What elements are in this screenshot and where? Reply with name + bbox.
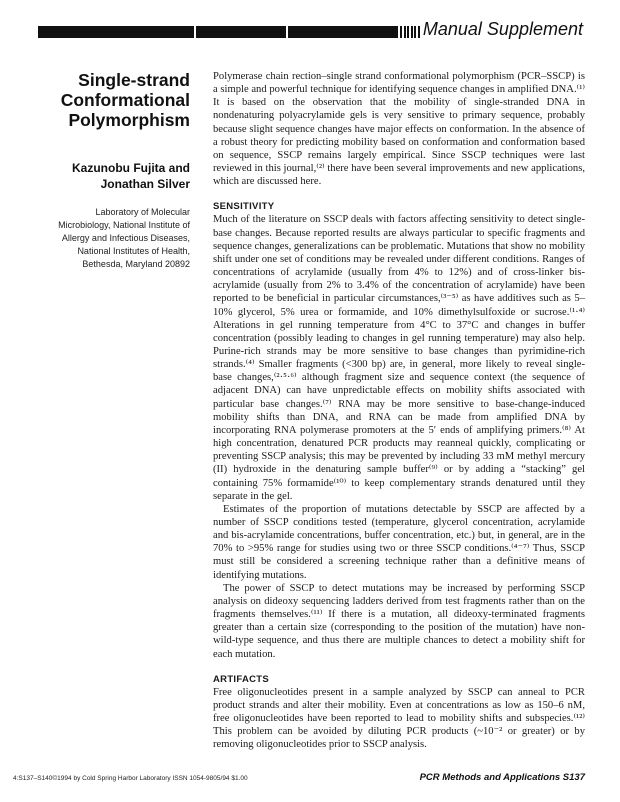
body-paragraph: Free oligonucleotides present in a sample analyzed by SSCP can anneal to PCR product strands and alter their mobility. Even at concentrations as low as 150–6 nM, free oligonucleotides have been reported to lead to mobility shifts and subspecies.⁽¹²⁾ This problem can be avoided by diluting PCR products (~10⁻² or greater) or by removing oligonucleotides prior to SSCP analysis.	[213, 686, 585, 751]
header-black-bar	[38, 26, 398, 38]
copyright-line: 4:S137–S140©1994 by Cold Spring Harbor Laboratory ISSN 1054-9805/94 $1.00	[13, 775, 248, 782]
article-sidebar	[30, 70, 190, 271]
author-line: Kazunobu Fujita and	[72, 161, 190, 175]
affiliation-line: Laboratory of Molecular	[95, 207, 190, 217]
section-label: Manual Supplement	[422, 19, 583, 39]
body-paragraph: Estimates of the proportion of mutations detectable by SSCP are affected by a number of SSCP conditions tested (temperature, glycerol concentration, acrylamide and bis-acrylamide concentrations, buffer concentration, etc.) but, in general, are in the 70% to >95% range for studies using two or three SSCP conditions.⁽⁴⁻⁷⁾ Thus, SSCP must still be considered a screening technique rather than a definitive means of identifying mutations.	[213, 503, 585, 581]
body-paragraph: Much of the literature on SSCP deals with factors affecting sensitivity to detect single-base changes. Because reported results are always particular to specific fragments and sequence changes, generalizations can be problematic. Mutations that show no mobility shift under one set of conditions may be revealed under different conditions. Ranges of concentrations of acrylamide (usually from 4% to 12%) and of cross-linker bis-acrylamide (usually from 2% to 3.4% of the concentration of acrylamide) have been reported to be beneficial in particular circumstances,⁽³⁻⁵⁾ as have additives such as 5–10% glycerol, 5% urea or formamide, and 10% dimethylsulfoxide or sucrose.⁽¹·⁴⁾ Alterations in gel running temperature from 4°C to 37°C and changes in buffer concentration (possibly leading to changes in gel running temperature) may also help. Purine-rich strands may be more sensitive to base changes than pyrimidine-rich strands.⁽⁴⁾ Smaller fragments (<300 bp) are, in general, more likely to reveal single-base changes,⁽²·⁵·⁶⁾ although fragment size and sequence context (the sequence of adjacent DNA) can have unpredictable effects on mobility shifts associated with particular base changes.⁽⁷⁾ RNA may be more sensitive to base-change-induced mobility shifts than DNA, and RNA can be made from amplified DNA by incorporating RNA polymerase promoters at the 5′ ends of amplifying primers.⁽⁸⁾ At high concentration, denatured PCR products may reanneal quickly, complicating or preventing SSCP analysis; this may be prevented by including 33 mM methyl mercury (II) hydroxide in the denaturing sample buffer⁽⁹⁾ or by adding a “stacking” gel containing 75% formamide⁽¹⁰⁾ to keep complementary strands denatured until they separate in the gel.	[213, 214, 585, 502]
header-banner	[38, 19, 583, 40]
affiliation-line: Bethesda, Maryland 20892	[82, 259, 190, 269]
journal-page-number: PCR Methods and Applications S137	[419, 772, 585, 783]
intro-paragraph: Polymerase chain rection–single strand conformational polymorphism (PCR–SSCP) is a simple and powerful technique for identifying sequence changes in amplified DNA.⁽¹⁾ It is based on the observation that the mobility of single-stranded DNA in nondenaturing polyacrylamide gels is very sensitive to primary sequence, probably because slight sequence changes have major effects on conformation. In the absence of a robust theory for predicting mobility based on conformation and conformation based on sequence, SSCP remains largely empirical. Since SSCP techniques were last reviewed in this journal,⁽²⁾ there have been several improvements and new applications, which are discussed here.	[213, 71, 585, 188]
author-affiliation	[30, 206, 190, 271]
affiliation-line: National Institutes of Health,	[77, 246, 190, 256]
author-line: Jonathan Silver	[100, 177, 190, 191]
article-title-line: Single-strand	[78, 70, 190, 90]
section-heading-sensitivity: SENSITIVITY	[213, 201, 275, 213]
affiliation-line: Microbiology, National Institute of	[58, 220, 190, 230]
header-bar-gap	[286, 26, 288, 38]
page-footer	[13, 772, 585, 786]
article-title-line: Conformational	[60, 90, 190, 110]
article-title-line: Polymorphism	[68, 110, 190, 130]
affiliation-line: Allergy and Infectious Diseases,	[61, 233, 190, 243]
body-paragraph: The power of SSCP to detect mutations may be increased by performing SSCP analysis on dideoxy sequencing ladders derived from test fragments rather than on the fragments themselves.⁽¹¹⁾ If there is a mutation, all dideoxy-terminated fragments greater than a certain size (corresponding to the position of the mutation) have non-wild-type sequence, and thus there are multiple chances to detect a mobility shift for each mutation.	[213, 582, 585, 660]
section-heading-artifacts: ARTIFACTS	[213, 673, 270, 685]
header-stripes	[400, 26, 420, 38]
article-title	[30, 70, 190, 130]
header-bar-gap	[194, 26, 196, 38]
article-body	[213, 70, 585, 752]
article-authors	[30, 160, 190, 192]
